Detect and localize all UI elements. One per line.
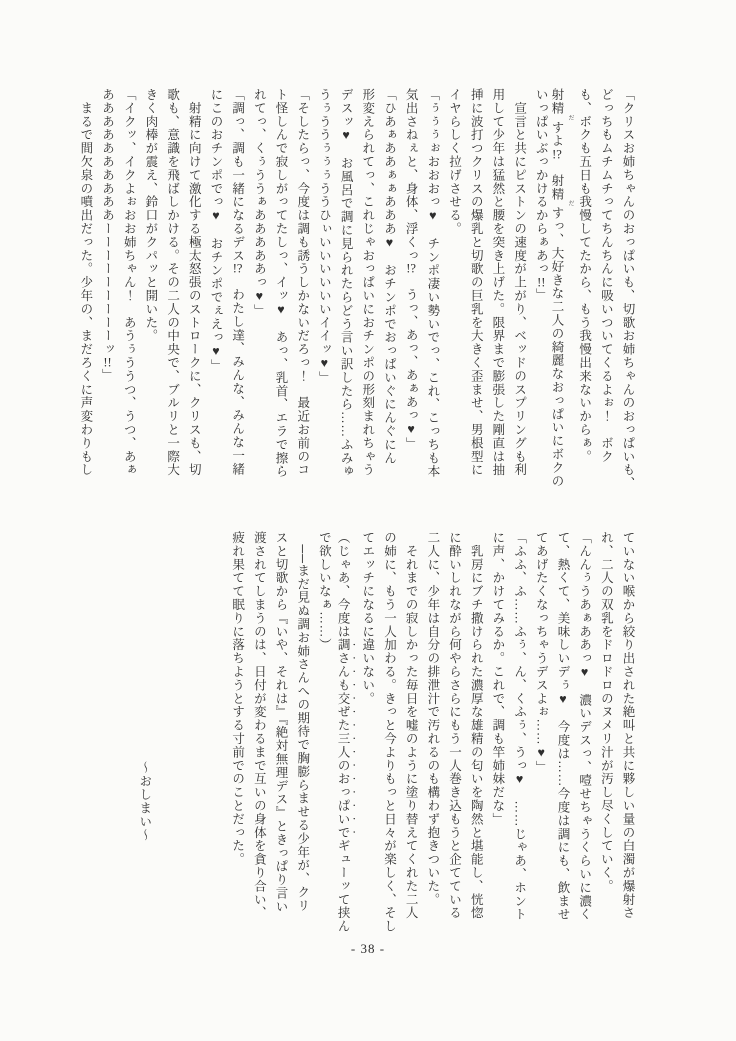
- text-column: [74, 88, 96, 506]
- text-segment: [550, 160, 564, 173]
- text-segment: きく肉棒が震え、鈴口がクパッと開いた。: [143, 88, 158, 343]
- bottom-text-block: [226, 531, 638, 951]
- text-segment: 渡されてしまうのは、日付が変わるまで互いの身体を貪り合い、: [252, 531, 267, 920]
- text-segment: 疲れ果てて眠りに落ちようとする寸前でのことだった。: [230, 531, 245, 866]
- text-segment: てエッチになるに違いない。: [360, 531, 375, 706]
- text-column: [465, 531, 487, 951]
- text-column: [486, 88, 508, 506]
- text-segment: それまでの寂しかった毎日を嘘のように塗り替えてくれた二人: [404, 531, 419, 920]
- text-column: [183, 88, 205, 506]
- text-column: [421, 531, 443, 951]
- text-column: [248, 88, 270, 506]
- text-column: [530, 531, 552, 951]
- emphasized-text: 調さんも交ぜた三人のおっぱいで: [336, 638, 351, 840]
- text-column: [161, 88, 183, 506]
- text-segment: ああああああああああーーーーーーーーーッ: [100, 88, 115, 356]
- text-column: [118, 88, 140, 506]
- text-segment: 射精に向けて激化する極太怒張のストロークに、クリスも、切: [187, 88, 202, 477]
- text-segment: 二人に、少年は自分の排泄汁で汚れるのも構わず抱きついた。: [425, 531, 440, 907]
- text-segment: も、ボクも五日も我慢してたから、もう我慢出来ないからぁ。: [577, 88, 592, 464]
- text-column: [573, 531, 595, 951]
- text-column: [573, 88, 595, 506]
- text-segment: まるで間欠泉の噴出だった。少年の、まだろくに声変わりもし: [78, 88, 93, 477]
- text-column: [399, 531, 421, 951]
- text-segment: 「そしたらっ、今度は調も誘うしかないだろっ！ 最近お前のコ: [295, 88, 310, 477]
- top-text-block: [74, 88, 638, 506]
- text-segment: 「クリスお姉ちゃんのおっぱいも、切歌お姉ちゃんのおっぱいも、: [621, 88, 635, 490]
- text-column: [486, 531, 508, 951]
- text-segment: 気出さねぇと、身体、浮くっ: [404, 88, 419, 263]
- text-segment: 「調っ、調も一緒になるデス: [230, 88, 245, 263]
- text-segment: に声、かけてみるか。これで、調も竿姉妹だな」: [490, 531, 505, 826]
- text-column: [291, 531, 313, 951]
- text-segment: て、熱くて、美味しいデぅ♥ 今度は……今度は調にも、飲ませ: [555, 531, 570, 922]
- text-segment: ──まだ見ぬ調お姉さんへの期待で胸膨らませる少年が、クリ: [295, 531, 310, 913]
- text-column: [508, 531, 530, 951]
- text-column: [378, 531, 400, 951]
- text-segment: 」: [100, 368, 115, 382]
- text-column: [443, 531, 465, 951]
- text-segment: イヤらしく拉げさせる。: [447, 88, 462, 236]
- furigana-text: 射精だ: [549, 88, 573, 121]
- text-segment: 「ひあぁああぁぁあああ♥ おチンポでおっぱいぐにんぐにん: [382, 88, 397, 465]
- text-segment: に酔いしれながら何やらさらにもう一人巻き込もうと企てている: [447, 531, 462, 920]
- text-column: [421, 88, 443, 506]
- text-segment: どっちもムチムチってちんちんに吸いついてくるよぉ！ ボク: [599, 88, 614, 464]
- text-segment: ギューッて挟ん: [336, 839, 351, 934]
- text-segment: 「んんぅうあぁああっ♥ 濃いデスっ、噎せちゃうくらいに濃く: [577, 531, 592, 922]
- text-column: [313, 88, 335, 506]
- text-column: [96, 88, 118, 506]
- text-segment: の姉に、もう一人加わる。きっと今よりもっと日々が楽しく、そし: [382, 531, 397, 933]
- text-column: [334, 531, 356, 951]
- text-segment: 「イクッ、イクよぉおお姉ちゃん！ あうぅううつ、うつ、あぁ: [122, 88, 137, 477]
- tatechuyoko-text: !?: [406, 262, 416, 275]
- text-column: [616, 531, 638, 951]
- text-column: [508, 88, 530, 506]
- text-segment: スと切歌から『いや、それは』『絶対無理デス』ときっぱり言い: [274, 531, 288, 914]
- text-segment: で欲しいなぁ……）: [317, 531, 332, 652]
- text-segment: ト怪しんで寂しがってたしっ、イッ♥ あっ、乳首、エラで擦ら: [274, 88, 288, 479]
- text-column: [226, 88, 248, 506]
- text-segment: （じゃあ、今度は: [336, 531, 351, 639]
- text-segment: 挿に波打つクリスの爆乳と切歌の巨乳を大きく歪ませ、男根型に: [469, 88, 484, 477]
- text-segment: てあげたくなっちゃうデスよぉ……♥」: [534, 531, 549, 774]
- text-segment: ていない喉から絞り出された絶叫と共に夥しい量の白濁が爆射さ: [621, 531, 635, 920]
- text-column: [204, 88, 226, 506]
- text-segment: 歌も、意識を飛ばしかける。その二人の中央で、ブルリと一際大: [165, 88, 180, 477]
- text-column: [291, 88, 313, 506]
- page-number: - 38 -: [350, 941, 386, 956]
- text-column: [551, 531, 573, 951]
- text-segment: デスッ♥ お風呂で調に見られたらどう言い訳したら……ふみゅ: [339, 88, 354, 479]
- text-column: [139, 88, 161, 506]
- text-column: [226, 531, 248, 951]
- text-column: [465, 88, 487, 506]
- text-segment: れてっ、くぅううぁあああああっ♥」: [252, 88, 267, 318]
- text-column: [248, 531, 270, 951]
- text-column: [399, 88, 421, 506]
- text-column: [443, 88, 465, 506]
- text-column: [334, 88, 356, 506]
- text-column: [269, 88, 291, 506]
- text-column: [616, 88, 638, 506]
- text-column: [356, 88, 378, 506]
- text-column: [595, 88, 617, 506]
- text-column: [269, 531, 291, 951]
- text-segment: わたし達、みんな、みんな一緒: [230, 274, 245, 476]
- tatechuyoko-text: !?: [552, 147, 562, 161]
- text-segment: うぅううぅぅぅううひぃいいいいいいイイッ♥」: [317, 88, 332, 385]
- text-segment: うっ、あっ、あぁあっ♥」: [404, 274, 419, 451]
- text-segment: 宣言と共にピストンの速度が上がり、ベッドのスプリングも利: [512, 88, 527, 477]
- tatechuyoko-text: !!: [103, 356, 112, 369]
- text-segment: 形変えられてっ、これじゃおっぱいにおチンポの形刻まれちゃう: [360, 88, 375, 477]
- furigana-text: 射精だ: [549, 173, 573, 207]
- text-segment: 「ふふ、ふ……ふぅ、ん、くふぅ、うっ♥ ……じゃあ、ホント: [512, 531, 527, 922]
- text-column: [551, 88, 573, 506]
- text-segment: れ、二人の双乳をドロドロのヌメリ汁が汚し尽くしていく。: [599, 531, 614, 893]
- text-segment: にこのおチンポでっ♥ おチンポでぇえっ♥」: [208, 88, 223, 373]
- tatechuyoko-text: !!: [537, 275, 546, 289]
- story-end-mark: 〜おしまい〜: [137, 761, 152, 842]
- text-segment: すっ、大好きな二人の綺麗なおっぱいにボクの: [549, 206, 564, 488]
- text-segment: 用して少年は猛然と腰を突き上げた。限界まで膨張した剛直は抽: [490, 88, 505, 477]
- text-segment: 」: [534, 288, 549, 302]
- text-segment: すよ: [549, 120, 564, 148]
- text-column: [356, 531, 378, 951]
- tatechuyoko-text: !?: [232, 262, 243, 275]
- text-segment: 「ぅぅぅぉおおおっ♥ チンポ凄い勢いでっ、これ、こっちも本: [425, 88, 440, 479]
- text-segment: いっぱいぶっかけるからぁあっ: [534, 88, 549, 276]
- text-segment: 乳房にブチ撒けられた濃厚な雄精の匂いを陶然と堪能し、恍惚: [469, 531, 484, 920]
- text-column: [595, 531, 617, 951]
- text-column: [378, 88, 400, 506]
